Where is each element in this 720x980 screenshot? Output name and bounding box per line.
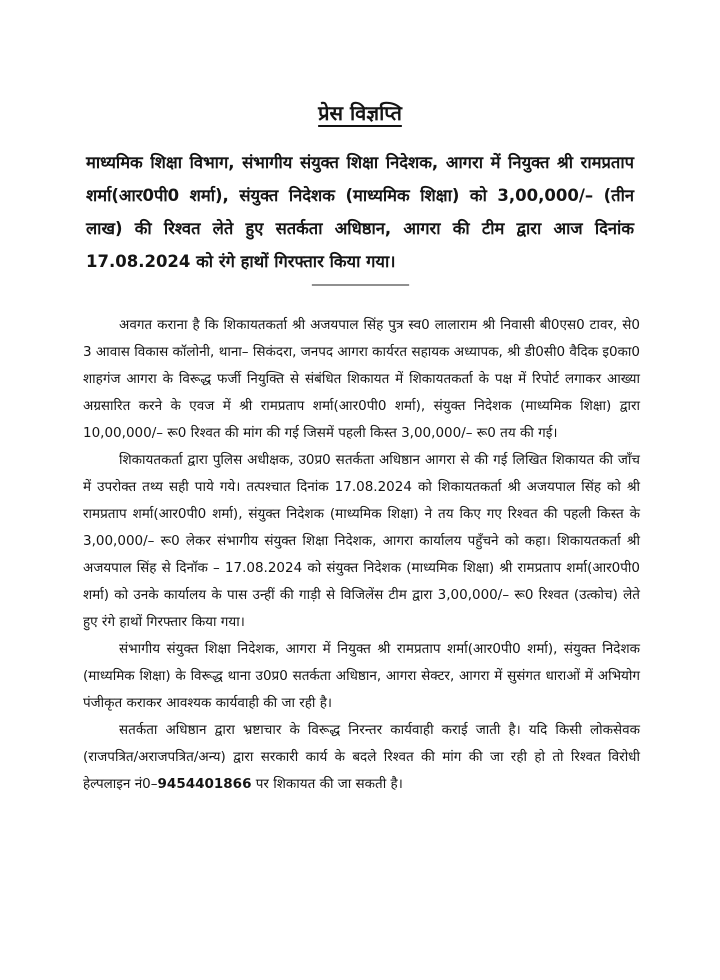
headline: माध्यमिक शिक्षा विभाग, संभागीय संयुक्त शिक्षा निदेशक, आगरा में नियुक्त श्री रामप्रताप शर्मा(आर0पी0 शर्मा), संयुक्त निदेशक (माध्यमिक शिक्षा) को 3,00,000/– (तीन लाख) की रिश्वत लेते हुए सतर्कता अधिष्ठान, आगरा की टीम द्वारा आज दिनांक 17.08.2024 को रंगे हाथों गिरफ्तार किया गया।: [86, 153, 634, 271]
body-text: [83, 312, 640, 798]
page-title: [0, 99, 720, 126]
paragraph: संभागीय संयुक्त शिक्षा निदेशक, आगरा में नियुक्त श्री रामप्रताप शर्मा(आर0पी0 शर्मा), संयुक्त निदेशक (माध्यमिक शिक्षा) के विरूद्ध थाना उ0प्र0 सतर्कता अधिष्ठान, आगरा सेक्टर, आगरा में सुसंगत धाराओं में अभियोग पंजीकृत कराकर आवश्यक कार्यवाही की जा रही है।: [83, 641, 640, 711]
paragraph-helpline: [83, 717, 640, 798]
paragraph: शिकायतकर्ता द्वारा पुलिस अधीक्षक, उ0प्र0 सतर्कता अधिष्ठान आगरा से की गई लिखित शिकायत की जाँच में उपरोक्त तथ्य सही पाये गये। तत्पश्चात दिनांक 17.08.2024 को शिकायतकर्ता श्री अजयपाल सिंह को श्री रामप्रताप शर्मा(आर0पी0 शर्मा), संयुक्त निदेशक (माध्यमिक शिक्षा) ने तय किए गए रिश्वत की पहली किस्त के 3,00,000/– रू0 लेकर संभागीय संयुक्त शिक्षा निदेशक, आगरा कार्यालय पहुँचने को कहा। शिकायतकर्ता श्री अजयपाल सिंह से दिनॉक – 17.08.2024 को संयुक्त निदेशक (माध्यमिक शिक्षा) श्री रामप्रताप शर्मा(आर0पी0 शर्मा) को उनके कार्यालय के पास उन्हीं की गाड़ी से विजिलेंस टीम द्वारा 3,00,000/– रू0 रिश्वत (उत्कोच) लेते हुए रंगे हाथों गिरफ्तार किया गया।: [83, 452, 640, 630]
helpline-number: 9454401866: [157, 776, 252, 792]
helpline-suffix: पर शिकायत की जा सकती है।: [251, 776, 403, 792]
divider: ________________: [312, 270, 408, 286]
paragraph: अवगत कराना है कि शिकायतकर्ता श्री अजयपाल सिंह पुत्र स्व0 लालाराम श्री निवासी बी0एस0 टावर, से0 3 आवास विकास कॉलोनी, थाना– सिकंदरा, जनपद आगरा कार्यरत सहायक अध्यापक, श्री डी0सी0 वैदिक इ0का0 शाहगंज आगरा के विरूद्ध फर्जी नियुक्ति से संबंधित शिकायत में शिकायतकर्ता के पक्ष में रिपोर्ट लगाकर आख्या अग्रसारित करने के एवज में श्री रामप्रताप शर्मा(आर0पी0 शर्मा), संयुक्त निदेशक (माध्यमिक शिक्षा) द्वारा 10,00,000/– रू0 रिश्वत की मांग की गई जिसमें पहली किस्त 3,00,000/– रू0 तय की गई।: [83, 317, 640, 441]
helpline-text: सतर्कता अधिष्ठान द्वारा भ्रष्टाचार के विरूद्ध निरन्तर कार्यवाही कराई जाती है। यदि किसी लोकसेवक (राजपत्रित/अराजपत्रित/अन्य) द्वारा सरकारी कार्य के बदले रिश्वत की मांग की जा रही हो तो रिश्वत विरोधी हेल्पलाइन नं0–: [83, 722, 640, 792]
title-text: प्रेस विज्ञप्ति: [318, 101, 402, 125]
